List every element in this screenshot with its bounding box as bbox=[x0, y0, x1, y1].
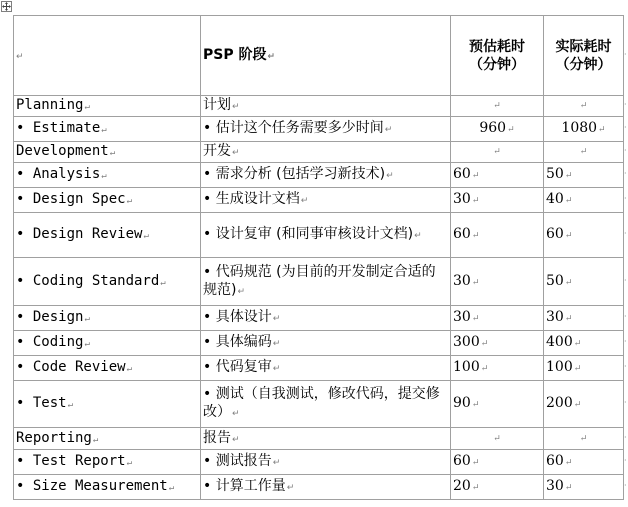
stage-chinese-text: • 代码规范 (为目前的开发制定合适的规范) bbox=[203, 263, 436, 298]
estimate-minutes-cell[interactable] bbox=[451, 117, 544, 142]
cell-end-mark-icon: ↵ bbox=[579, 433, 588, 444]
estimate-minutes-cell[interactable] bbox=[451, 163, 544, 188]
row-end-mark-icon: · bbox=[624, 49, 627, 59]
estimate-minutes-value: 30 bbox=[453, 191, 471, 207]
cell-end-mark-icon: ↵ bbox=[564, 196, 573, 206]
stage-chinese-text: • 具体编码 bbox=[203, 334, 272, 350]
stage-chinese-cell[interactable] bbox=[201, 117, 451, 142]
table-row bbox=[14, 450, 624, 475]
estimate-minutes-value: 60 bbox=[453, 226, 471, 242]
stage-chinese-text: 报告 bbox=[203, 429, 231, 446]
estimate-minutes-value: 100 bbox=[453, 359, 480, 375]
cell-end-mark-icon: ↵ bbox=[471, 171, 480, 181]
move-arrows-icon bbox=[2, 2, 11, 11]
cell-end-mark-icon: ↵ bbox=[67, 400, 73, 410]
stage-english-text: • Test bbox=[16, 395, 67, 411]
estimate-minutes-cell[interactable] bbox=[451, 475, 544, 500]
stage-chinese-text: • 具体设计 bbox=[203, 309, 272, 325]
actual-minutes-cell[interactable] bbox=[544, 428, 624, 450]
cell-end-mark-icon: ↵ bbox=[84, 102, 90, 112]
actual-minutes-cell[interactable] bbox=[544, 450, 624, 475]
actual-minutes-value: 50 bbox=[546, 166, 564, 182]
cell-end-mark-icon: ↵ bbox=[84, 314, 90, 324]
stage-english-text: Development bbox=[16, 143, 109, 159]
stage-english-cell[interactable] bbox=[14, 381, 201, 428]
actual-minutes-value: 50 bbox=[546, 272, 564, 289]
table-row bbox=[14, 213, 624, 258]
row-end-mark-icon: · bbox=[624, 146, 627, 155]
actual-minutes-cell[interactable] bbox=[544, 96, 624, 117]
cell-end-mark-icon: ↵ bbox=[272, 458, 281, 468]
cell-end-mark-icon: ↵ bbox=[384, 125, 393, 135]
actual-minutes-cell[interactable] bbox=[544, 306, 624, 331]
cell-end-mark-icon: ↵ bbox=[232, 434, 240, 445]
estimate-minutes-cell[interactable] bbox=[451, 306, 544, 331]
stage-english-text: Reporting bbox=[16, 429, 92, 446]
stage-chinese-text: • 估计这个任务需要多少时间 bbox=[203, 120, 384, 136]
stage-english-text: • Coding Standard bbox=[16, 272, 160, 289]
cell-end-mark-icon: ↵ bbox=[232, 148, 240, 158]
actual-minutes-value: 100 bbox=[546, 359, 573, 375]
stage-english-cell[interactable] bbox=[14, 188, 201, 213]
cell-end-mark-icon: ↵ bbox=[92, 434, 99, 445]
cell-end-mark-icon: ↵ bbox=[160, 277, 166, 288]
table-row bbox=[14, 188, 624, 213]
stage-chinese-text: • 测试报告 bbox=[203, 453, 272, 469]
actual-minutes-cell[interactable] bbox=[544, 381, 624, 428]
stage-english-text: Planning bbox=[16, 97, 84, 113]
cell-end-mark-icon: ↵ bbox=[300, 196, 309, 206]
cell-end-mark-icon: ↵ bbox=[126, 458, 132, 468]
table-row bbox=[14, 381, 624, 428]
cell-end-mark-icon: ↵ bbox=[573, 400, 582, 410]
stage-english-cell[interactable] bbox=[14, 117, 201, 142]
cell-end-mark-icon: ↵ bbox=[480, 364, 489, 374]
actual-minutes-value: 60 bbox=[546, 453, 564, 469]
cell-end-mark-icon: ↵ bbox=[598, 125, 606, 135]
cell-end-mark-icon: ↵ bbox=[564, 171, 573, 181]
row-end-mark-icon: · bbox=[624, 312, 627, 321]
stage-english-cell[interactable] bbox=[14, 96, 201, 117]
actual-minutes-cell[interactable] bbox=[544, 258, 624, 306]
cell-end-mark-icon: ↵ bbox=[564, 458, 573, 468]
stage-english-text: • Test Report bbox=[16, 453, 126, 469]
stage-chinese-cell[interactable] bbox=[201, 96, 451, 117]
cell-end-mark-icon: ↵ bbox=[471, 277, 480, 288]
estimate-minutes-cell[interactable] bbox=[451, 96, 544, 117]
actual-minutes-cell[interactable] bbox=[544, 117, 624, 142]
actual-minutes-value: 400 bbox=[546, 334, 573, 350]
cell-end-mark-icon: ↵ bbox=[237, 286, 246, 297]
table-row bbox=[14, 475, 624, 500]
row-end-mark-icon: · bbox=[624, 123, 627, 132]
cell-end-mark-icon: ↵ bbox=[579, 147, 588, 157]
actual-header-line2: （分钟） bbox=[555, 56, 612, 73]
stage-english-cell[interactable] bbox=[14, 213, 201, 258]
stage-english-cell[interactable] bbox=[14, 163, 201, 188]
cell-end-mark-icon: ↵ bbox=[564, 231, 573, 241]
cell-end-mark-icon: ↵ bbox=[232, 409, 240, 419]
row-end-mark-icon: · bbox=[624, 481, 627, 490]
actual-minutes-value: 60 bbox=[546, 226, 564, 242]
stage-english-text: • Estimate bbox=[16, 120, 101, 136]
cell-end-mark-icon: ↵ bbox=[507, 125, 515, 135]
stage-chinese-cell[interactable] bbox=[201, 356, 451, 381]
estimate-minutes-cell[interactable] bbox=[451, 356, 544, 381]
row-end-mark-icon: · bbox=[624, 194, 627, 203]
stage-chinese-cell[interactable] bbox=[201, 188, 451, 213]
estimate-minutes-value: 60 bbox=[453, 166, 471, 182]
cell-end-mark-icon: ↵ bbox=[471, 400, 480, 410]
stage-chinese-text: • 测试（自我测试，修改代码，提交修改） bbox=[203, 386, 440, 420]
section-row bbox=[14, 142, 624, 163]
cell-end-mark-icon: ↵ bbox=[272, 364, 281, 374]
estimate-minutes-value: 300 bbox=[453, 334, 480, 350]
cell-end-mark-icon: ↵ bbox=[564, 314, 573, 324]
row-end-mark-icon: · bbox=[624, 398, 627, 407]
section-row bbox=[14, 96, 624, 117]
actual-minutes-value: 1080 bbox=[561, 120, 598, 136]
stage-english-text: • Code Review bbox=[16, 359, 126, 375]
psp-table bbox=[13, 15, 624, 500]
cell-end-mark-icon: ↵ bbox=[480, 339, 489, 349]
stage-english-text: • Coding bbox=[16, 334, 84, 350]
row-end-mark-icon: · bbox=[624, 275, 627, 285]
header-cell-psp[interactable] bbox=[201, 16, 451, 96]
stage-chinese-cell[interactable] bbox=[201, 306, 451, 331]
cell-end-mark-icon: ↵ bbox=[471, 483, 480, 493]
cell-end-mark-icon: ↵ bbox=[471, 458, 480, 468]
stage-english-cell[interactable] bbox=[14, 450, 201, 475]
stage-english-text: • Analysis bbox=[16, 166, 101, 182]
cell-end-mark-icon: ↵ bbox=[564, 483, 573, 493]
stage-chinese-cell[interactable] bbox=[201, 450, 451, 475]
section-row bbox=[14, 428, 624, 450]
stage-chinese-text: 开发 bbox=[203, 143, 231, 159]
stage-english-cell[interactable] bbox=[14, 142, 201, 163]
estimate-minutes-cell[interactable] bbox=[451, 381, 544, 428]
estimate-minutes-value: 60 bbox=[453, 453, 471, 469]
cell-end-mark-icon: ↵ bbox=[471, 231, 480, 241]
actual-minutes-cell[interactable] bbox=[544, 331, 624, 356]
stage-chinese-text: • 生成设计文档 bbox=[203, 191, 300, 207]
row-end-mark-icon: · bbox=[624, 432, 627, 442]
stage-chinese-cell[interactable] bbox=[201, 331, 451, 356]
stage-chinese-cell[interactable] bbox=[201, 213, 451, 258]
stage-english-cell[interactable] bbox=[14, 306, 201, 331]
header-cell-estimate[interactable] bbox=[451, 16, 544, 96]
actual-minutes-cell[interactable] bbox=[544, 213, 624, 258]
estimate-minutes-cell[interactable] bbox=[451, 188, 544, 213]
stage-english-text: • Design Spec bbox=[16, 191, 126, 207]
row-end-mark-icon: · bbox=[624, 229, 627, 238]
psp-stage-label: PSP 阶段 bbox=[203, 46, 267, 63]
cell-end-mark-icon: ↵ bbox=[493, 433, 501, 444]
actual-minutes-cell[interactable] bbox=[544, 142, 624, 163]
table-row bbox=[14, 331, 624, 356]
estimate-minutes-cell[interactable] bbox=[451, 450, 544, 475]
table-row bbox=[14, 356, 624, 381]
cell-end-mark-icon: ↵ bbox=[168, 483, 175, 493]
table-row bbox=[14, 163, 624, 188]
cell-end-mark-icon: ↵ bbox=[386, 171, 394, 181]
cell-end-mark-icon: ↵ bbox=[267, 51, 276, 62]
cell-end-mark-icon: ↵ bbox=[493, 101, 501, 111]
cell-end-mark-icon: ↵ bbox=[471, 196, 480, 206]
cell-end-mark-icon: ↵ bbox=[84, 339, 90, 349]
stage-english-text: • Design Review bbox=[16, 226, 143, 242]
actual-header-line1: 实际耗时 bbox=[555, 38, 612, 55]
estimate-minutes-cell[interactable] bbox=[451, 331, 544, 356]
actual-minutes-value: 30 bbox=[546, 478, 564, 494]
cell-end-mark-icon: ↵ bbox=[272, 339, 281, 349]
stage-chinese-text: 计划 bbox=[203, 97, 231, 113]
actual-minutes-cell[interactable] bbox=[544, 356, 624, 381]
cell-end-mark-icon: ↵ bbox=[573, 339, 582, 349]
stage-chinese-text: • 计算工作量 bbox=[203, 478, 286, 494]
cell-end-mark-icon: ↵ bbox=[414, 231, 422, 241]
cell-end-mark-icon: ↵ bbox=[564, 277, 573, 288]
table-row bbox=[14, 306, 624, 331]
cell-end-mark-icon: ↵ bbox=[143, 231, 149, 241]
stage-chinese-cell[interactable] bbox=[201, 428, 451, 450]
stage-chinese-cell[interactable] bbox=[201, 475, 451, 500]
estimate-minutes-value: 960 bbox=[479, 120, 507, 136]
row-end-mark-icon: · bbox=[624, 362, 627, 371]
estimate-minutes-value: 30 bbox=[453, 272, 471, 289]
estimate-header-line2: （分钟） bbox=[469, 56, 525, 73]
row-end-mark-icon: · bbox=[624, 456, 627, 465]
cell-end-mark-icon: ↵ bbox=[272, 314, 281, 324]
header-cell-english[interactable] bbox=[14, 16, 201, 96]
cell-end-mark-icon: ↵ bbox=[573, 364, 582, 374]
estimate-minutes-cell[interactable] bbox=[451, 428, 544, 450]
estimate-minutes-value: 30 bbox=[453, 309, 471, 325]
cell-end-mark-icon: ↵ bbox=[109, 148, 116, 158]
estimate-minutes-value: 20 bbox=[453, 478, 471, 494]
stage-chinese-text: • 设计复审 (和同事审核设计文档) bbox=[203, 226, 414, 242]
stage-chinese-cell[interactable] bbox=[201, 142, 451, 163]
cell-end-mark-icon: ↵ bbox=[101, 125, 107, 135]
estimate-minutes-cell[interactable] bbox=[451, 258, 544, 306]
estimate-minutes-cell[interactable] bbox=[451, 213, 544, 258]
actual-minutes-value: 200 bbox=[546, 395, 573, 411]
cell-end-mark-icon: ↵ bbox=[493, 147, 501, 157]
stage-english-cell[interactable] bbox=[14, 428, 201, 450]
actual-minutes-cell[interactable] bbox=[544, 475, 624, 500]
stage-english-cell[interactable] bbox=[14, 331, 201, 356]
table-header-row bbox=[14, 16, 624, 96]
stage-english-text: • Size Measurement bbox=[16, 478, 168, 494]
actual-minutes-cell[interactable] bbox=[544, 163, 624, 188]
cell-end-mark-icon: ↵ bbox=[126, 196, 132, 206]
estimate-minutes-value: 90 bbox=[453, 395, 471, 411]
row-end-mark-icon: · bbox=[624, 169, 627, 178]
stage-english-cell[interactable] bbox=[14, 356, 201, 381]
table-row bbox=[14, 117, 624, 142]
cell-end-mark-icon: ↵ bbox=[126, 364, 132, 374]
estimate-minutes-cell[interactable] bbox=[451, 142, 544, 163]
stage-chinese-text: • 代码复审 bbox=[203, 359, 272, 375]
stage-chinese-cell[interactable] bbox=[201, 381, 451, 428]
row-end-mark-icon: · bbox=[624, 337, 627, 346]
table-row bbox=[14, 258, 624, 306]
cell-end-mark-icon: ↵ bbox=[101, 171, 107, 181]
stage-chinese-text: • 需求分析 (包括学习新技术) bbox=[203, 166, 386, 182]
stage-english-cell[interactable] bbox=[14, 475, 201, 500]
cell-end-mark-icon: ↵ bbox=[471, 314, 480, 324]
header-cell-actual[interactable] bbox=[544, 16, 624, 96]
stage-chinese-cell[interactable] bbox=[201, 163, 451, 188]
table-move-handle-icon[interactable] bbox=[1, 1, 12, 12]
estimate-header-line1: 预估耗时 bbox=[469, 38, 525, 55]
cell-end-mark-icon: ↵ bbox=[16, 51, 24, 62]
row-end-mark-icon: · bbox=[624, 100, 627, 109]
cell-end-mark-icon: ↵ bbox=[232, 102, 240, 112]
actual-minutes-value: 40 bbox=[546, 191, 564, 207]
stage-english-text: • Design bbox=[16, 309, 84, 325]
actual-minutes-cell[interactable] bbox=[544, 188, 624, 213]
actual-minutes-value: 30 bbox=[546, 309, 564, 325]
stage-chinese-cell[interactable] bbox=[201, 258, 451, 306]
cell-end-mark-icon: ↵ bbox=[579, 101, 588, 111]
cell-end-mark-icon: ↵ bbox=[286, 483, 295, 493]
stage-english-cell[interactable] bbox=[14, 258, 201, 306]
